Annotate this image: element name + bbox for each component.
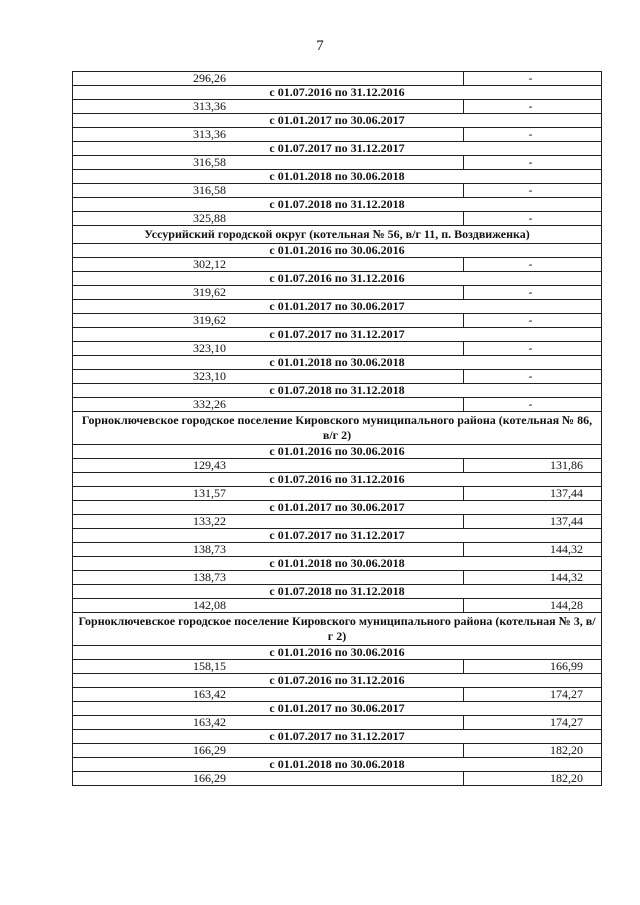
period-header: с 01.01.2018 по 30.06.2018 [73,557,602,571]
tariff-value-right: 174,27 [464,716,602,730]
tariff-value-row [73,660,602,674]
period-header: с 01.01.2018 по 30.06.2018 [73,758,602,772]
period-header: с 01.01.2017 по 30.06.2017 [73,114,602,128]
tariff-value-left: 163,42 [73,688,464,702]
period-header-row [73,445,602,459]
tariff-value-right: 137,44 [464,487,602,501]
period-header: с 01.07.2016 по 31.12.2016 [73,272,602,286]
tariff-value-left: 323,10 [73,370,464,384]
tariff-value-row [73,128,602,142]
period-header: с 01.01.2018 по 30.06.2018 [73,170,602,184]
period-header-row [73,170,602,184]
tariff-value-row [73,515,602,529]
tariff-value-row [73,184,602,198]
period-header-row [73,300,602,314]
tariff-table [72,71,602,786]
period-header-row [73,328,602,342]
period-header-row [73,702,602,716]
period-header: с 01.07.2017 по 31.12.2017 [73,730,602,744]
tariff-value-left: 332,26 [73,398,464,412]
tariff-value-row [73,744,602,758]
period-header-row [73,674,602,688]
period-header-row [73,473,602,487]
tariff-value-row [73,370,602,384]
tariff-value-row [73,772,602,786]
period-header-row [73,758,602,772]
tariff-value-right: - [464,314,602,328]
period-header-row [73,557,602,571]
tariff-value-right: - [464,128,602,142]
tariff-value-row [73,212,602,226]
period-header: с 01.07.2016 по 31.12.2016 [73,674,602,688]
period-header: с 01.07.2016 по 31.12.2016 [73,473,602,487]
tariff-value-left: 316,58 [73,184,464,198]
tariff-value-right: - [464,286,602,300]
tariff-value-right: 144,32 [464,571,602,585]
tariff-value-row [73,72,602,86]
tariff-value-right: - [464,184,602,198]
tariff-value-row [73,342,602,356]
period-header-row [73,356,602,370]
tariff-value-right: 182,20 [464,744,602,758]
tariff-value-row [73,398,602,412]
tariff-value-left: 302,12 [73,258,464,272]
tariff-value-right: - [464,100,602,114]
tariff-value-left: 129,43 [73,459,464,473]
tariff-value-left: 296,26 [73,72,464,86]
tariff-value-right: 131,86 [464,459,602,473]
tariff-value-row [73,599,602,613]
tariff-value-left: 166,29 [73,772,464,786]
tariff-value-row [73,100,602,114]
period-header-row [73,501,602,515]
period-header-row [73,244,602,258]
period-header-row [73,585,602,599]
period-header: с 01.01.2016 по 30.06.2016 [73,445,602,459]
tariff-value-right: 137,44 [464,515,602,529]
tariff-value-row [73,716,602,730]
period-header-row [73,384,602,398]
tariff-value-right: - [464,156,602,170]
tariff-value-row [73,459,602,473]
period-header: с 01.01.2016 по 30.06.2016 [73,646,602,660]
tariff-value-left: 313,36 [73,100,464,114]
period-header-row [73,730,602,744]
period-header-row [73,272,602,286]
period-header: с 01.07.2017 по 31.12.2017 [73,142,602,156]
period-header: с 01.07.2018 по 31.12.2018 [73,198,602,212]
period-header: с 01.01.2016 по 30.06.2016 [73,244,602,258]
period-header-row [73,529,602,543]
tariff-value-right: - [464,370,602,384]
tariff-value-right: 166,99 [464,660,602,674]
period-header-row [73,142,602,156]
tariff-value-row [73,156,602,170]
section-header: Уссурийский городской округ (котельная № 56, в/г 11, п. Воздвиженка) [73,226,602,244]
tariff-value-row [73,571,602,585]
tariff-value-right: 144,28 [464,599,602,613]
tariff-value-row [73,286,602,300]
tariff-value-row [73,688,602,702]
page-number: 7 [316,38,324,54]
section-header: Горноключевское городское поселение Кировского муниципального района (котельная № 3, в/г 2) [73,613,602,646]
tariff-value-right: - [464,72,602,86]
tariff-value-left: 313,36 [73,128,464,142]
period-header-row [73,198,602,212]
tariff-value-right: 144,32 [464,543,602,557]
tariff-value-left: 319,62 [73,314,464,328]
section-header: Горноключевское городское поселение Кировского муниципального района (котельная № 86, в/г 2) [73,412,602,445]
period-header-row [73,114,602,128]
tariff-value-left: 158,15 [73,660,464,674]
tariff-value-left: 133,22 [73,515,464,529]
tariff-value-right: 182,20 [464,772,602,786]
tariff-value-right: - [464,342,602,356]
period-header: с 01.07.2017 по 31.12.2017 [73,529,602,543]
tariff-value-left: 138,73 [73,543,464,557]
tariff-value-row [73,487,602,501]
tariff-value-left: 142,08 [73,599,464,613]
section-header-row [73,226,602,244]
period-header: с 01.07.2018 по 31.12.2018 [73,585,602,599]
section-header-row [73,613,602,646]
tariff-value-left: 316,58 [73,156,464,170]
tariff-value-left: 325,88 [73,212,464,226]
tariff-value-left: 319,62 [73,286,464,300]
tariff-value-left: 323,10 [73,342,464,356]
period-header: с 01.07.2018 по 31.12.2018 [73,384,602,398]
period-header-row [73,86,602,100]
period-header: с 01.01.2017 по 30.06.2017 [73,702,602,716]
tariff-value-row [73,314,602,328]
tariff-value-left: 138,73 [73,571,464,585]
tariff-value-right: - [464,398,602,412]
tariff-value-row [73,543,602,557]
tariff-value-left: 163,42 [73,716,464,730]
tariff-value-row [73,258,602,272]
tariff-value-right: - [464,258,602,272]
section-header-row [73,412,602,445]
tariff-value-left: 166,29 [73,744,464,758]
tariff-value-left: 131,57 [73,487,464,501]
period-header: с 01.07.2016 по 31.12.2016 [73,86,602,100]
period-header: с 01.01.2017 по 30.06.2017 [73,501,602,515]
tariff-table-body [73,72,602,786]
period-header: с 01.07.2017 по 31.12.2017 [73,328,602,342]
tariff-value-right: - [464,212,602,226]
tariff-value-right: 174,27 [464,688,602,702]
period-header-row [73,646,602,660]
period-header: с 01.01.2018 по 30.06.2018 [73,356,602,370]
period-header: с 01.01.2017 по 30.06.2017 [73,300,602,314]
